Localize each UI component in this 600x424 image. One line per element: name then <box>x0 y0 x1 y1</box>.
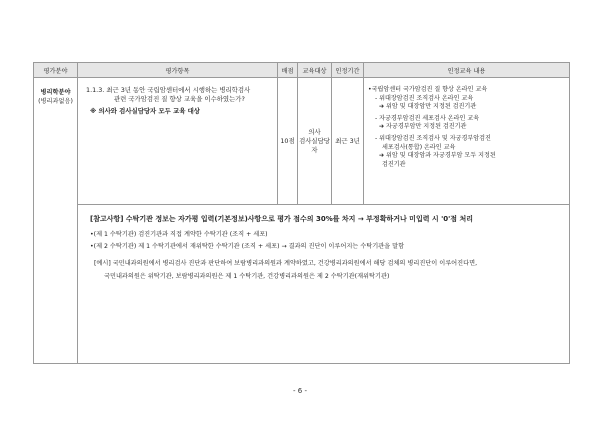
target-line-2: 검사실담당자 <box>299 136 330 154</box>
note-line-1: •(제 1 수탁기관) 검진기관과 직접 계약한 수탁기관 (조직 + 세포) <box>90 231 268 238</box>
item-note: ※ 의사와 검사실담당자 모두 교육 대상 <box>90 107 200 115</box>
item-line-1: 1.1.3. 최근 3년 동안 국립암센터에서 시행하는 병리학검사 <box>86 86 251 94</box>
note-example <box>90 257 563 283</box>
header-edu-content: 인정교육 내용 <box>364 63 570 78</box>
period-cell <box>332 78 364 205</box>
note-example-line-2: 국민내과의원은 위탁기관, 보람병리과의원은 제 1 수탁기관, 건강병리과의원은 제 2 수탁기관(재위탁기관) <box>104 273 390 280</box>
note-cell <box>78 205 570 364</box>
evaluation-table <box>33 62 570 364</box>
edu-line: ➔ 위암 및 대장암만 지정된 검진기관 <box>379 103 477 111</box>
header-period: 인정기간 <box>332 63 364 78</box>
header-target: 교육대상 <box>298 63 332 78</box>
item-cell <box>78 78 278 205</box>
score-value: 10점 <box>280 136 295 145</box>
edu-line: •국립암센터 국가암검진 질 향상 온라인 교육 <box>368 86 488 93</box>
edu-line: ➔ 위암 및 대장암과 자궁경부암 모두 지정된 <box>379 152 496 160</box>
target-cell <box>298 78 332 205</box>
table-row <box>34 78 570 205</box>
note-row <box>34 205 570 364</box>
note-line-2: •(제 2 수탁기관) 제 1 수탁기관에서 재위탁한 수탁기관 (조직 + 세포) → 결과의 진단이 이루어지는 수탁기관을 말함 <box>90 243 405 250</box>
header-area: 평가분야 <box>34 63 78 78</box>
edu-line: 세포검사(통합) 온라인 교육 <box>382 143 456 151</box>
header-item: 평가항목 <box>78 63 278 78</box>
edu-line: - 위대장암검진 조직검사 온라인 교육 <box>375 94 474 102</box>
area-cell <box>34 78 78 364</box>
area-sub: (병리과없음) <box>38 98 73 105</box>
edu-line: 검진기관 <box>382 160 406 168</box>
edu-line: - 자궁경부암검진 세포검사 온라인 교육 <box>375 114 480 122</box>
score-cell <box>278 78 298 205</box>
table-header-row <box>34 63 570 78</box>
header-score: 배점 <box>278 63 298 78</box>
period-value: 최근 3년 <box>335 136 360 145</box>
target-line-1: 의사 <box>308 127 321 136</box>
item-line-2: 관련 국가암검진 질 향상 교육을 이수하였는가? <box>114 95 245 103</box>
area-main: 병리학분야 <box>40 89 71 96</box>
note-example-line-1: [예시] 국민내과의원에서 병리검사 진단과 판단하여 보람병리과의원과 계약하였고, 건강병리과의원에서 해당 검체의 병리진단이 이루어진다면, <box>94 260 478 267</box>
edu-line: ➔ 자궁경부암만 지정된 검진기관 <box>379 123 467 131</box>
edu-content-cell <box>364 78 570 205</box>
note-title: [참고사항] 수탁기관 정보는 자가평 입력(기본정보)사항으로 평가 점수의 30%를 차지 → 부정확하거나 미입력 시 '0'점 처리 <box>90 215 473 223</box>
edu-line: - 위대장암검진 조직검사 및 자궁경부암검진 <box>375 134 491 142</box>
page-number: - 6 - <box>293 387 307 395</box>
